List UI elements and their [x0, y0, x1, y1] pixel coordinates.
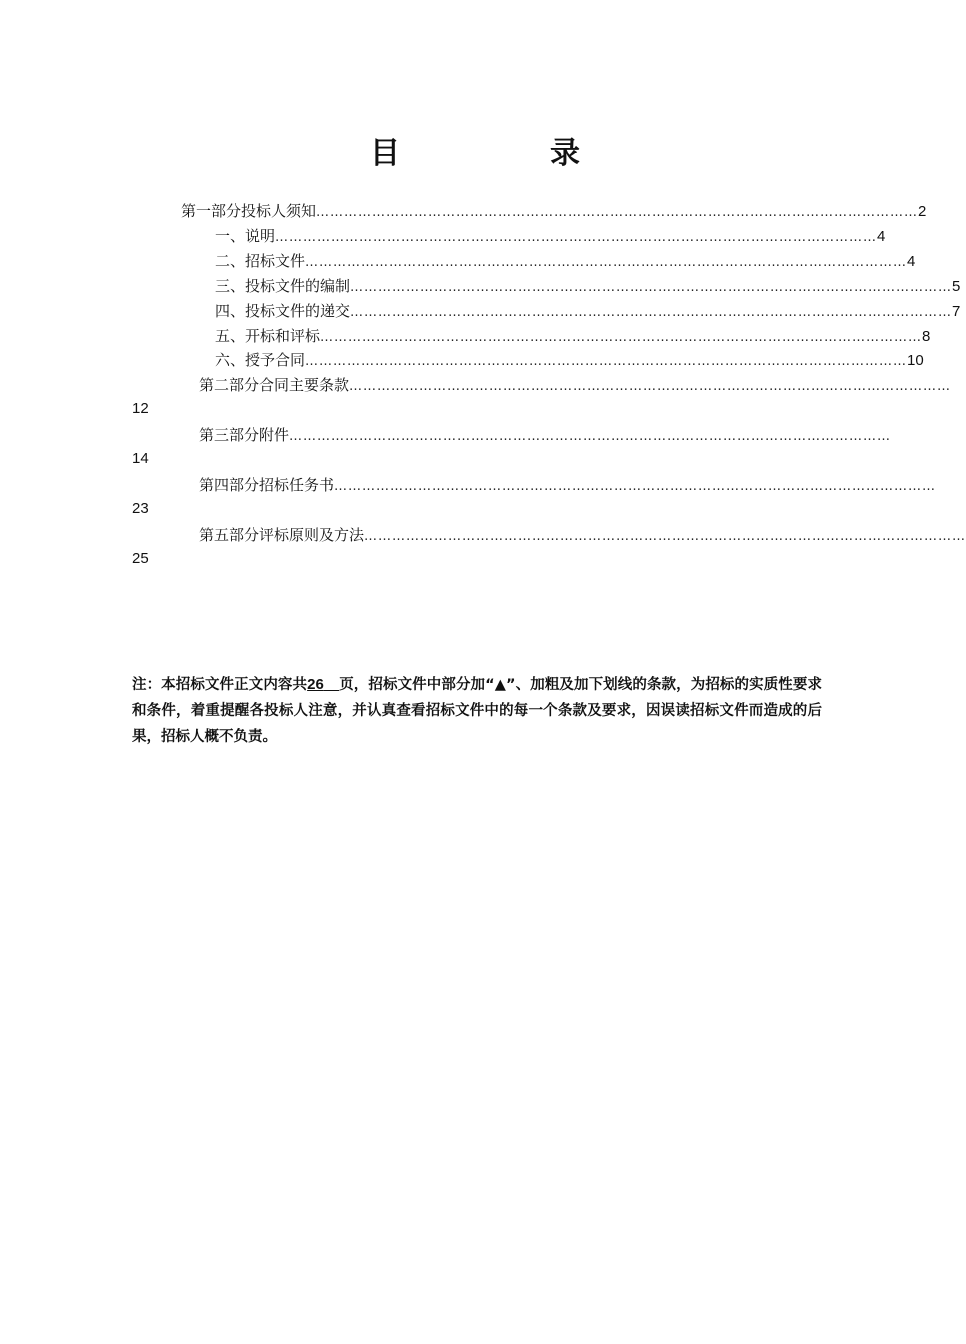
toc-entry-title: 五、开标和评标 — [215, 327, 321, 345]
toc-leader-dots: ………………………………………………………………………………………………………………… — [350, 305, 953, 320]
notice-text-after: 页，招标文件中部分加“▲”、加粗及加下划线的条款，为招标的实质性要求和条件，着重提醒各投标人注意，并认真查看招标文件中的每一个条款及要求，因误读招标文件而造成的后果，招标人概不负责。 — [132, 677, 822, 745]
toc-leader-dots: ………………………………………………………………………………………………………………… — [349, 379, 952, 394]
toc-entry-title: 投标人须知 — [241, 202, 317, 220]
toc-leader-dots: ………………………………………………………………………………………………………………… — [275, 230, 878, 245]
toc-entry-title: 合同主要条款 — [259, 376, 350, 394]
toc-leader-dots: ………………………………………………………………………………………………………………… — [334, 479, 937, 494]
toc-entry-1-3[interactable] — [215, 275, 961, 297]
toc-entry-1-1[interactable] — [215, 225, 886, 247]
toc-entry-1-5[interactable] — [215, 325, 931, 347]
toc-entry-title: 四、投标文件的递交 — [215, 302, 351, 320]
toc-entry-title: 附件 — [259, 426, 290, 444]
toc-part-label: 第一部分 — [181, 202, 242, 220]
toc-title: 目 录 — [370, 136, 640, 171]
toc-page-number: 12 — [132, 400, 149, 417]
toc-entry-title: 评标原则及方法 — [259, 526, 365, 544]
toc-entry-part1[interactable] — [181, 200, 927, 222]
toc-entry-part2[interactable] — [199, 374, 952, 396]
toc-entry-1-6[interactable] — [215, 349, 924, 371]
toc-leader-dots: ………………………………………………………………………………………………………………… — [316, 205, 919, 220]
toc-entry-part4[interactable] — [199, 474, 937, 496]
toc-part-label: 第三部分 — [199, 426, 260, 444]
toc-entry-title: 六、授予合同 — [215, 351, 306, 369]
toc-part-label: 第四部分 — [199, 476, 260, 494]
toc-entry-title: 三、投标文件的编制 — [215, 277, 351, 295]
toc-leader-dots: ………………………………………………………………………………………………………………… — [305, 255, 908, 270]
toc-page-number: 4 — [877, 228, 886, 245]
toc-entry-1-4[interactable] — [215, 300, 961, 322]
toc-page-number: 7 — [952, 303, 961, 320]
toc-leader-dots: ………………………………………………………………………………………………………………… — [289, 429, 892, 444]
toc-page-number: 8 — [922, 328, 931, 345]
toc-entry-title: 二、招标文件 — [215, 252, 306, 270]
toc-leader-dots: ………………………………………………………………………………………………………………… — [320, 330, 923, 345]
notice-text-before: 注：本招标文件正文内容共 — [132, 677, 308, 693]
toc-page-number: 2 — [918, 203, 927, 220]
toc-page-number: 23 — [132, 500, 149, 517]
toc-entry-title: 招标任务书 — [259, 476, 335, 494]
toc-page-number: 4 — [907, 253, 916, 270]
toc-entry-title: 一、说明 — [215, 227, 276, 245]
toc-leader-dots: ………………………………………………………………………………………………………………… — [350, 280, 953, 295]
toc-entry-part5[interactable] — [199, 524, 966, 546]
notice-paragraph — [132, 672, 822, 750]
toc-entry-part3[interactable] — [199, 424, 892, 446]
toc-page-number: 25 — [132, 550, 149, 567]
page-count: 26 — [307, 676, 324, 693]
toc-part-label: 第五部分 — [199, 526, 260, 544]
toc-leader-dots: ………………………………………………………………………………………………………………… — [364, 529, 966, 544]
toc-leader-dots: ………………………………………………………………………………………………………………… — [305, 354, 908, 369]
toc-entry-1-2[interactable] — [215, 250, 916, 272]
toc-page-number: 14 — [132, 450, 149, 467]
toc-part-label: 第二部分 — [199, 376, 260, 394]
toc-page-number: 10 — [907, 352, 924, 369]
toc-page-number: 5 — [952, 278, 961, 295]
